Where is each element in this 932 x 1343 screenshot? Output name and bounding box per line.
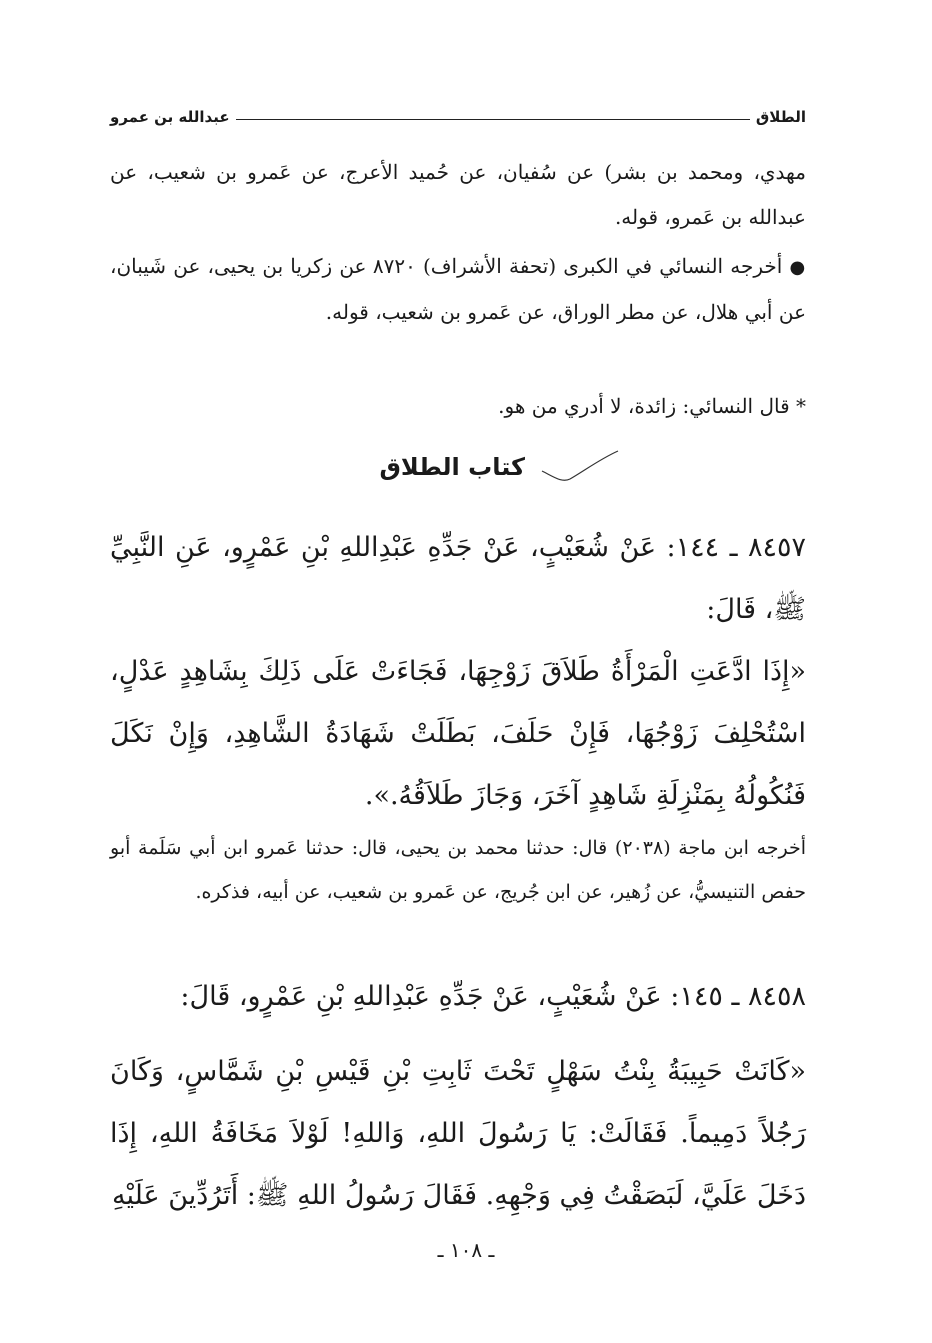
hadith-2-text: «كَانَتْ حَبِيبَةُ بِنْتُ سَهْلٍ تَحْتَ ثَابِتِ بْنِ قَيْسِ بْنِ شَمَّاسٍ، وَكَانَ رَجُلاً دَمِيماً. فَقَالَتْ: يَا رَسُولَ اللهِ، وَاللهِ! لَوْلاَ مَخَافَةُ اللهِ، إِذَا دَخَلَ عَلَيَّ، لَبَصَقْتُ فِي وَجْهِهِ. فَقَالَ رَسُولُ اللهِ ﷺ: أَتَرُدِّينَ عَلَيْهِ	[110, 1056, 806, 1211]
note-paragraph-2	[110, 244, 806, 335]
bullet-icon: ●	[789, 257, 807, 278]
header-chapter: الطلاق	[755, 108, 806, 126]
running-header	[110, 100, 806, 126]
header-narrator: عبدالله بن عمرو	[110, 108, 230, 126]
page-number: ـ ١٠٨ ـ	[437, 1238, 495, 1262]
chapter-heading	[380, 447, 640, 497]
note-paragraph-1: مهدي، ومحمد بن بشر) عن سُفيان، عن حُميد الأعرج، عن عَمرو بن شعيب، عن عبدالله بن عَمرو، قوله.	[110, 160, 806, 229]
hadith-1-intro: ٨٤٥٧ ـ ١٤٤: عَنْ شُعَيْبٍ، عَنْ جَدِّهِ عَبْدِاللهِ بْنِ عَمْرٍو، عَنِ النَّبِيِّ ﷺ، قَالَ:	[110, 532, 807, 625]
note-paragraph-2-text: أخرجه النسائي في الكبرى (تحفة الأشراف) ٨٧٢٠ عن زكريا بن يحيى، عن شَيبان، عن أبي هلال، عن مطر الوراق، عن عَمرو بن شعيب، قوله.	[110, 254, 806, 324]
hadith-1-takhrij: أخرجه ابن ماجة (٢٠٣٨) قال: حدثنا محمد بن يحيى، قال: حدثنا عَمرو ابن أبي سَلَمة أبو حفص التنيسيُّ، عن زُهير، عن ابن جُريج، عن عَمرو بن شعيب، عن أبيه، فذكره.	[110, 837, 807, 903]
flourish-icon	[540, 447, 620, 487]
header-rule	[236, 119, 750, 120]
hadith-1-text: «إِذَا ادَّعَتِ الْمَرْأَةُ طَلاَقَ زَوْجِهَا، فَجَاءَتْ عَلَى ذَلِكَ بِشَاهِدٍ عَدْلٍ، اسْتُحْلِفَ زَوْجُهَا، فَإِنْ حَلَفَ، بَطَلَتْ شَهَادَةُ الشَّاهِدِ، وَإِنْ نَكَلَ فَنُكُولُهُ بِمَنْزِلَةِ شَاهِدٍ آخَرَ، وَجَازَ طَلاَقُهُ.».	[110, 656, 806, 811]
nasai-remark: * قال النسائي: زائدة، لا أدري من هو.	[498, 394, 806, 418]
hadith-2-intro: ٨٤٥٨ ـ ١٤٥: عَنْ شُعَيْبٍ، عَنْ جَدِّهِ عَبْدِاللهِ بْنِ عَمْرٍو، قَالَ:	[180, 981, 806, 1012]
chapter-title: كتاب الطلاق	[379, 453, 525, 481]
